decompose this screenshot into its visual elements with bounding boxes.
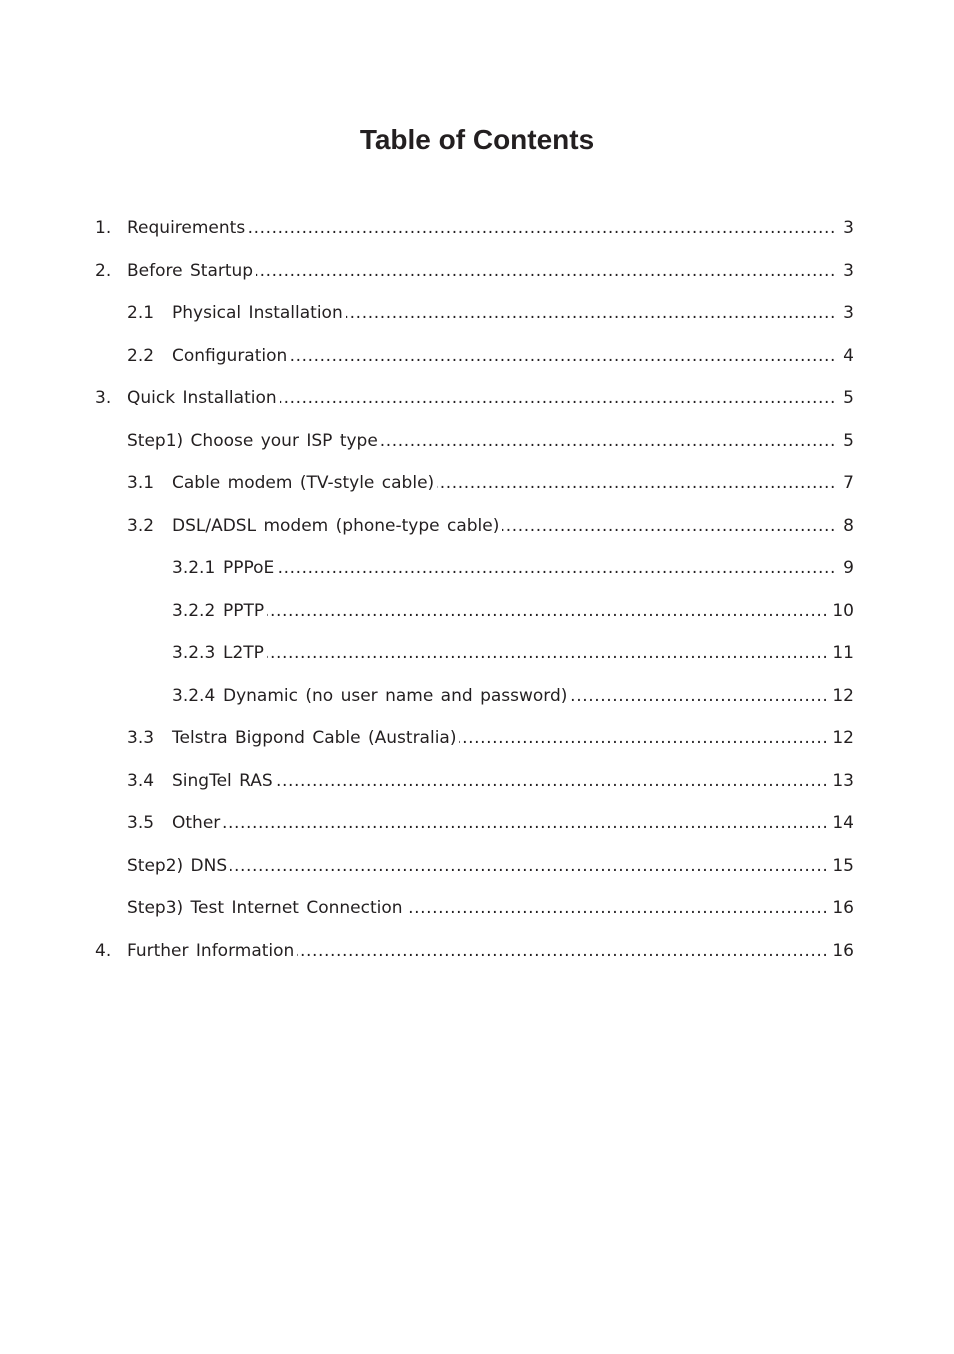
dot-leader	[381, 431, 836, 451]
toc-entry-page-number: 11	[832, 643, 854, 664]
toc-entry-label: Quick Installation	[127, 388, 277, 409]
dot-leader	[280, 388, 836, 408]
toc-entry-label: Step3) Test Internet Connection	[127, 898, 403, 919]
toc-entry[interactable]	[0, 632, 954, 675]
toc-entry[interactable]	[0, 802, 954, 845]
toc-entry[interactable]	[0, 505, 954, 548]
toc-entry-page-number: 12	[832, 728, 854, 749]
toc-entry-label: Further Information	[127, 940, 295, 961]
toc-entry-number: 3.1	[127, 473, 155, 494]
toc-entry-page-number: 7	[843, 473, 854, 494]
toc-entry-page-number: 16	[832, 940, 854, 961]
toc-entry-number: 3.4	[127, 770, 155, 791]
toc-entry-page-number: 14	[832, 813, 854, 834]
toc-entry-page-number: 15	[832, 855, 854, 876]
toc-entry[interactable]	[0, 420, 954, 463]
toc-entry-page-number: 3	[843, 303, 854, 324]
toc-entry-page-number: 5	[843, 388, 854, 409]
toc-entry[interactable]	[0, 845, 954, 888]
toc-entry-number: 3.	[95, 388, 112, 409]
toc-entry-label: PPTP	[223, 600, 265, 621]
toc-entry-number: 2.	[95, 260, 112, 281]
toc-entry-label: Other	[172, 813, 221, 834]
toc-entry-label: PPPoE	[223, 558, 275, 579]
dot-leader	[437, 473, 836, 493]
dot-leader	[230, 856, 828, 876]
dot-leader	[290, 346, 836, 366]
toc-entry-label: Requirements	[127, 218, 246, 239]
toc-entry[interactable]	[0, 547, 954, 590]
toc-entry-number: 3.5	[127, 813, 155, 834]
toc-entry-label: Configuration	[172, 345, 288, 366]
toc-entry-number: 3.2.1	[172, 558, 216, 579]
toc-entry-label: Cable modem (TV-style cable)	[172, 473, 435, 494]
dot-leader	[459, 728, 828, 748]
toc-entry-page-number: 5	[843, 430, 854, 451]
toc-entry-page-number: 4	[843, 345, 854, 366]
dot-leader	[223, 813, 828, 833]
toc-list	[0, 207, 954, 972]
toc-entry[interactable]	[0, 717, 954, 760]
toc-entry[interactable]	[0, 930, 954, 973]
toc-entry[interactable]	[0, 377, 954, 420]
toc-entry-page-number: 8	[843, 515, 854, 536]
toc-entry-label: Step2) DNS	[127, 855, 228, 876]
toc-entry-number: 3.3	[127, 728, 155, 749]
toc-entry-number: 3.2.3	[172, 643, 216, 664]
dot-leader	[297, 941, 828, 961]
toc-entry-number: 2.1	[127, 303, 155, 324]
toc-entry-page-number: 10	[832, 600, 854, 621]
toc-entry[interactable]	[0, 335, 954, 378]
dot-leader	[248, 218, 836, 238]
toc-entry-label: L2TP	[223, 643, 264, 664]
toc-entry[interactable]	[0, 207, 954, 250]
toc-entry[interactable]	[0, 887, 954, 930]
toc-entry-page-number: 9	[843, 558, 854, 579]
page-title: Table of Contents	[359, 124, 595, 155]
dot-leader	[256, 261, 836, 281]
toc-entry[interactable]	[0, 462, 954, 505]
dot-leader	[277, 558, 836, 578]
toc-entry-number: 3.2.4	[172, 685, 216, 706]
toc-entry[interactable]	[0, 760, 954, 803]
dot-leader	[276, 771, 829, 791]
toc-entry[interactable]	[0, 675, 954, 718]
toc-entry-page-number: 3	[843, 218, 854, 239]
toc-entry-label: Telstra Bigpond Cable (Australia)	[172, 728, 457, 749]
toc-entry-number: 3.2.2	[172, 600, 216, 621]
toc-entry-page-number: 13	[832, 770, 854, 791]
toc-entry[interactable]	[0, 292, 954, 335]
toc-entry[interactable]	[0, 250, 954, 293]
toc-entry-number: 3.2	[127, 515, 155, 536]
toc-entry-number: 2.2	[127, 345, 155, 366]
toc-entry-label: SingTel RAS	[172, 770, 273, 791]
toc-entry-label: Step1) Choose your ISP type	[127, 430, 378, 451]
dot-leader	[346, 303, 836, 323]
dot-leader	[570, 686, 828, 706]
toc-entry-label: Dynamic (no user name and password)	[223, 685, 568, 706]
toc-entry-label: DSL/ADSL modem (phone-type cable)	[172, 515, 500, 536]
dot-leader	[267, 643, 828, 663]
toc-entry-number: 1.	[95, 218, 112, 239]
toc-entry-page-number: 16	[832, 898, 854, 919]
toc-entry[interactable]	[0, 590, 954, 633]
toc-entry-page-number: 12	[832, 685, 854, 706]
toc-entry-label: Before Startup	[127, 260, 254, 281]
toc-entry-page-number: 3	[843, 260, 854, 281]
dot-leader	[502, 516, 836, 536]
dot-leader	[267, 601, 828, 621]
toc-entry-number: 4.	[95, 940, 112, 961]
toc-entry-label: Physical Installation	[172, 303, 343, 324]
dot-leader	[406, 898, 829, 918]
